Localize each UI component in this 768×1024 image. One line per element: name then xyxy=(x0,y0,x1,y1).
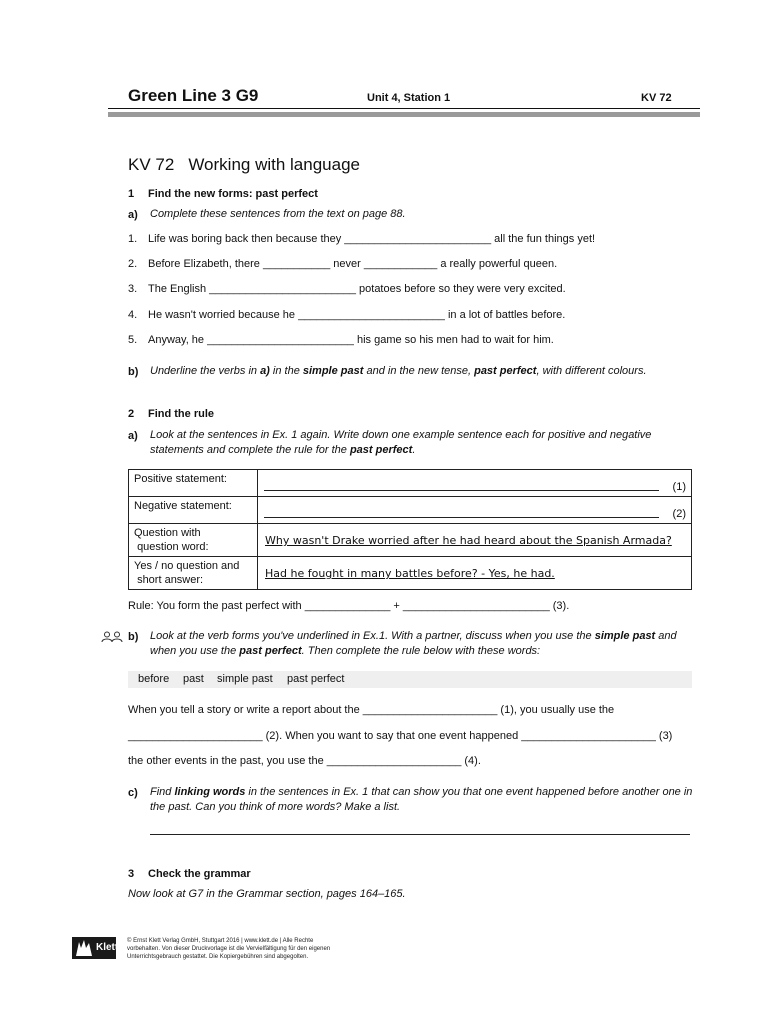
section-2c-label: c) xyxy=(128,787,138,799)
answer-cell[interactable]: (2) xyxy=(258,497,692,524)
rule-line: Rule: You form the past perfect with ______________ + ________________________ (3). xyxy=(128,600,570,612)
sentence-5: 5. Anyway, he ________________________ his game so his men had to wait for him. xyxy=(128,334,554,346)
answer-cell[interactable]: (1) xyxy=(258,470,692,497)
klett-logo xyxy=(72,937,119,959)
klett-logo-text: Klett xyxy=(96,942,119,953)
header-bar xyxy=(108,112,700,117)
word-bank-item: past perfect xyxy=(287,673,345,685)
cloze-line-3: the other events in the past, you use the ______________________ (4). xyxy=(128,755,481,767)
sentence-4: 4. He wasn't worried because he ________________________ in a lot of battles before. xyxy=(128,309,566,321)
section-2-heading: 2 Find the rule xyxy=(128,408,214,420)
sentence-2: 2. Before Elizabeth, there ___________ never ____________ a really powerful queen. xyxy=(128,258,558,270)
section-1b-label: b) xyxy=(128,366,139,378)
section-2a-instruction: Look at the sentences in Ex. 1 again. Write down one example sentence each for positive and negative statements and complete the rule for the past perfect. xyxy=(150,429,652,456)
copyright-notice: © Ernst Klett Verlag GmbH, Stuttgart 2016 | www.klett.de | Alle Rechte vorbehalten. Von dieser Druckvorlage ist die Vervielfältigung für den eigenen Unterrichtsgebrauch gestattet. Die Kopiergebühren sind abgegolten. xyxy=(127,938,331,960)
row-label: Question with question word: xyxy=(129,524,258,557)
section-1a-instruction: Complete these sentences from the text on page 88. xyxy=(150,208,406,220)
row-label: Negative statement: xyxy=(129,497,258,524)
section-2b-instruction: Look at the verb forms you've underlined in Ex.1. With a partner, discuss when you use the simple past and when you use the past perfect. Then complete the rule below with these words: xyxy=(150,630,677,657)
sentence-3: 3. The English ________________________ potatoes before so they were very excited. xyxy=(128,283,566,295)
answer-line[interactable] xyxy=(150,834,690,835)
row-label: Positive statement: xyxy=(129,470,258,497)
handwritten-answer: Had he fought in many battles before? - Yes, he had. xyxy=(265,567,555,580)
statement-table xyxy=(128,469,692,590)
title-code: KV 72 xyxy=(128,155,175,174)
cloze-line-1: When you tell a story or write a report about the ______________________ (1), you usually use the xyxy=(128,704,615,716)
page-title xyxy=(128,155,360,175)
header-divider xyxy=(108,108,700,109)
unit-label: Unit 4, Station 1 xyxy=(367,92,451,104)
title-text: Working with language xyxy=(188,155,360,174)
answer-cell[interactable] xyxy=(258,557,692,590)
section-3-text: Now look at G7 in the Grammar section, pages 164–165. xyxy=(128,888,406,900)
table-row xyxy=(129,497,692,524)
sentence-1: 1. Life was boring back then because they ________________________ all the fun things yet! xyxy=(128,233,596,245)
section-2c-instruction: Find linking words in the sentences in Ex. 1 that can show you that one event happened before another one in the past. Can you think of more words? Make a list. xyxy=(150,786,693,813)
row-label: Yes / no question and short answer: xyxy=(129,557,258,590)
section-1a-label: a) xyxy=(128,209,138,221)
section-2a-label: a) xyxy=(128,430,138,442)
section-1-heading: 1 Find the new forms: past perfect xyxy=(128,188,318,200)
word-bank-item: past xyxy=(183,673,204,685)
section-2b-label: b) xyxy=(128,631,139,643)
word-bank-item: simple past xyxy=(217,673,273,685)
partner-work-icon xyxy=(101,630,123,648)
handwritten-answer: Why wasn't Drake worried after he had heard about the Spanish Armada? xyxy=(265,534,672,547)
word-bank-item: before xyxy=(138,673,170,685)
word-bank xyxy=(128,671,692,688)
cloze-line-2: ______________________ (2). When you want to say that one event happened ______________________ (3) xyxy=(128,730,673,742)
section-1b-instruction: Underline the verbs in a) in the simple past and in the new tense, past perfect, with different colours. xyxy=(150,365,647,377)
answer-cell[interactable] xyxy=(258,524,692,557)
section-3-heading: 3 Check the grammar xyxy=(128,868,251,880)
table-row xyxy=(129,524,692,557)
kv-label: KV 72 xyxy=(641,92,672,104)
klett-logo-icon xyxy=(73,938,95,958)
table-row xyxy=(129,470,692,497)
book-title: Green Line 3 G9 xyxy=(128,86,259,105)
table-row xyxy=(129,557,692,590)
